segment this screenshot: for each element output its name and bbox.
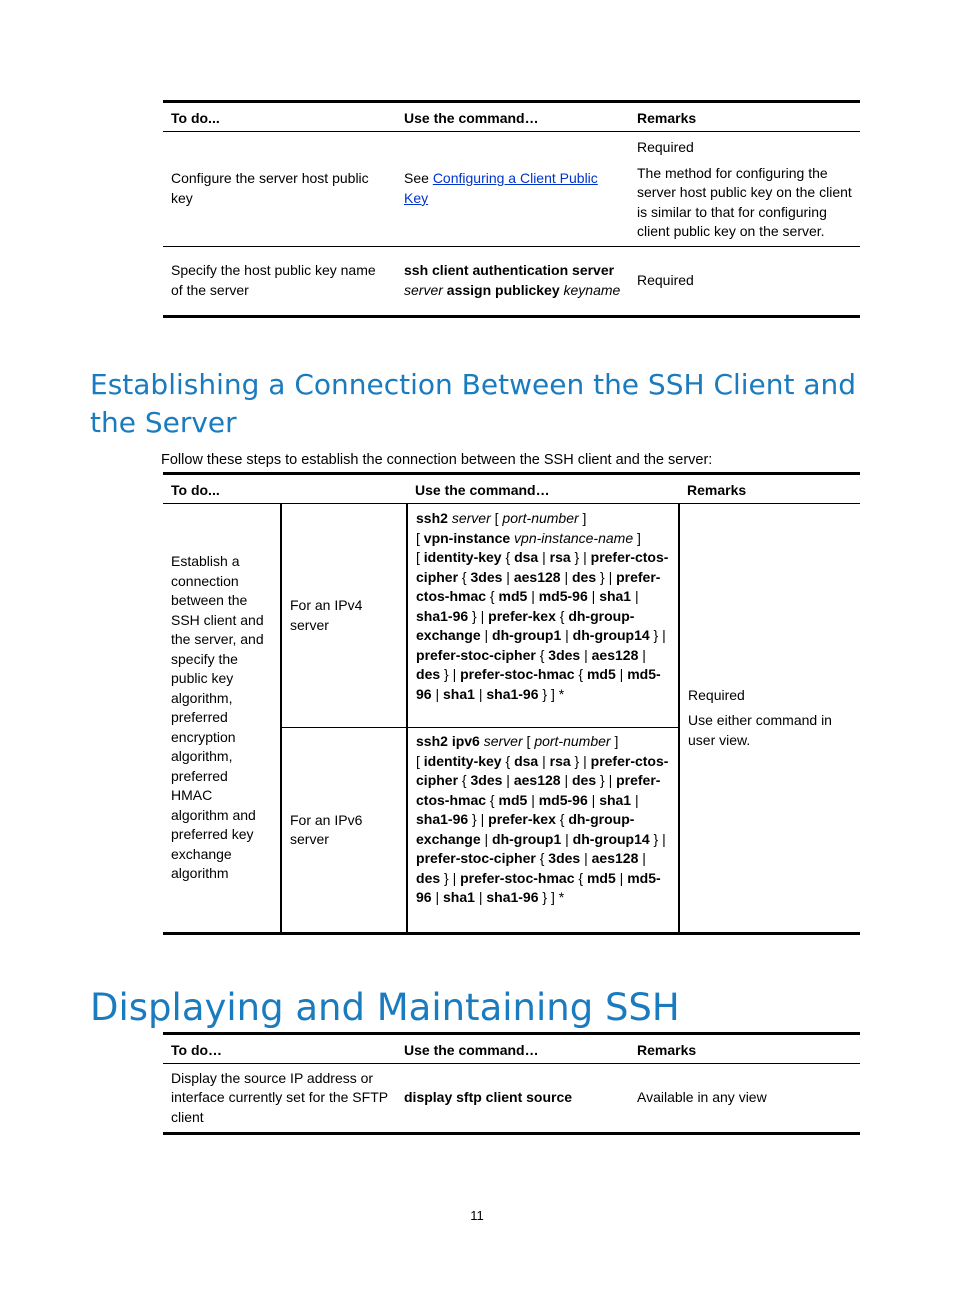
table-row bbox=[163, 132, 860, 247]
remark-note: Use either command in user view. bbox=[688, 712, 832, 748]
ipv6-server-label: For an IPv6 server bbox=[281, 728, 407, 934]
intro-paragraph: Follow these steps to establish the connection between the SSH client and the server: bbox=[161, 452, 713, 468]
todo-cell: Configure the server host public key bbox=[171, 170, 369, 206]
ipv4-command-cell: ssh2 server [ port-number ] [ vpn-instance vpn-instance-name ] [ identity-key { dsa | rsa } | prefer-ctos-cipher { 3des | aes128 | des } | prefer-ctos-hmac { md5 | md5-96 | sha1 | sha1-96 } | prefer-kex { dh-group-exchange | dh-group1 | dh-group14 } | prefer-stoc-cipher { 3des | aes128 | des } | prefer-stoc-hmac { md5 | md5-96 | sha1 | sha1-96 } ] * bbox=[407, 504, 679, 728]
display-maintain-table bbox=[163, 1032, 860, 1135]
column-header-command: Use the command… bbox=[415, 482, 550, 499]
remarks-cell bbox=[629, 132, 860, 247]
section-heading-establishing-connection: Establishing a Connection Between the SSH Client and the Server bbox=[90, 368, 857, 439]
table-header-row bbox=[163, 1034, 860, 1064]
table-row bbox=[163, 246, 860, 316]
configuring-client-public-key-link[interactable]: Configuring a Client Public Key bbox=[404, 170, 598, 206]
server-key-table bbox=[163, 100, 860, 318]
command-cell bbox=[396, 132, 629, 247]
command-argument: keyname bbox=[563, 281, 621, 298]
remark-note: The method for configuring the server host public key on the client is similar to that for configuring client public key on the server. bbox=[637, 164, 852, 239]
page-number: 11 bbox=[470, 1208, 484, 1223]
remark-required: Required bbox=[637, 139, 694, 155]
column-header-remarks: Remarks bbox=[637, 1042, 697, 1059]
column-header-todo: To do… bbox=[171, 1042, 223, 1059]
todo-cell: Establish a connection between the SSH client and the server, and specify the public key algorithm, preferred encryption algorithm, preferred HMAC algorithm and preferred key exchange algorithm bbox=[163, 504, 281, 934]
column-header-remarks: Remarks bbox=[637, 110, 697, 127]
table-header-row bbox=[163, 474, 860, 504]
column-header-command: Use the command… bbox=[404, 110, 539, 127]
table-header-row bbox=[163, 102, 860, 132]
remarks-cell: Available in any view bbox=[637, 1089, 767, 1106]
remarks-cell: Required bbox=[637, 271, 694, 288]
see-text: See bbox=[404, 170, 433, 187]
column-header-command: Use the command… bbox=[404, 1042, 539, 1059]
ssh-connection-table bbox=[163, 472, 860, 935]
command-keyword: assign publickey bbox=[446, 281, 560, 298]
table-row-ipv4 bbox=[163, 504, 860, 728]
command-argument: server bbox=[404, 281, 443, 298]
ipv4-server-label: For an IPv4 server bbox=[281, 504, 407, 728]
command-cell: display sftp client source bbox=[404, 1089, 573, 1106]
todo-cell: Specify the host public key name of the server bbox=[171, 262, 376, 298]
section-heading-displaying-maintaining-ssh: Displaying and Maintaining SSH bbox=[90, 986, 680, 1029]
ipv6-command-cell: ssh2 ipv6 server [ port-number ] [ identity-key { dsa | rsa } | prefer-ctos-cipher { 3des | aes128 | des } | prefer-ctos-hmac { md5 | md5-96 | sha1 | sha1-96 } | prefer-kex { dh-group-exchange | dh-group1 | dh-group14 } | prefer-stoc-cipher { 3des | aes128 | des } | prefer-stoc-hmac { md5 | md5-96 | sha1 | sha1-96 } ] * bbox=[407, 728, 679, 934]
remark-required: Required bbox=[688, 686, 745, 703]
command-cell bbox=[396, 246, 629, 316]
table-row bbox=[163, 1064, 860, 1134]
command-keyword: ssh client authentication server bbox=[404, 262, 615, 278]
todo-cell: Display the source IP address or interface currently set for the SFTP client bbox=[171, 1069, 388, 1125]
column-header-remarks: Remarks bbox=[687, 482, 747, 499]
column-header-todo: To do... bbox=[171, 482, 220, 499]
column-header-todo: To do... bbox=[171, 110, 220, 127]
remarks-cell bbox=[679, 504, 860, 934]
